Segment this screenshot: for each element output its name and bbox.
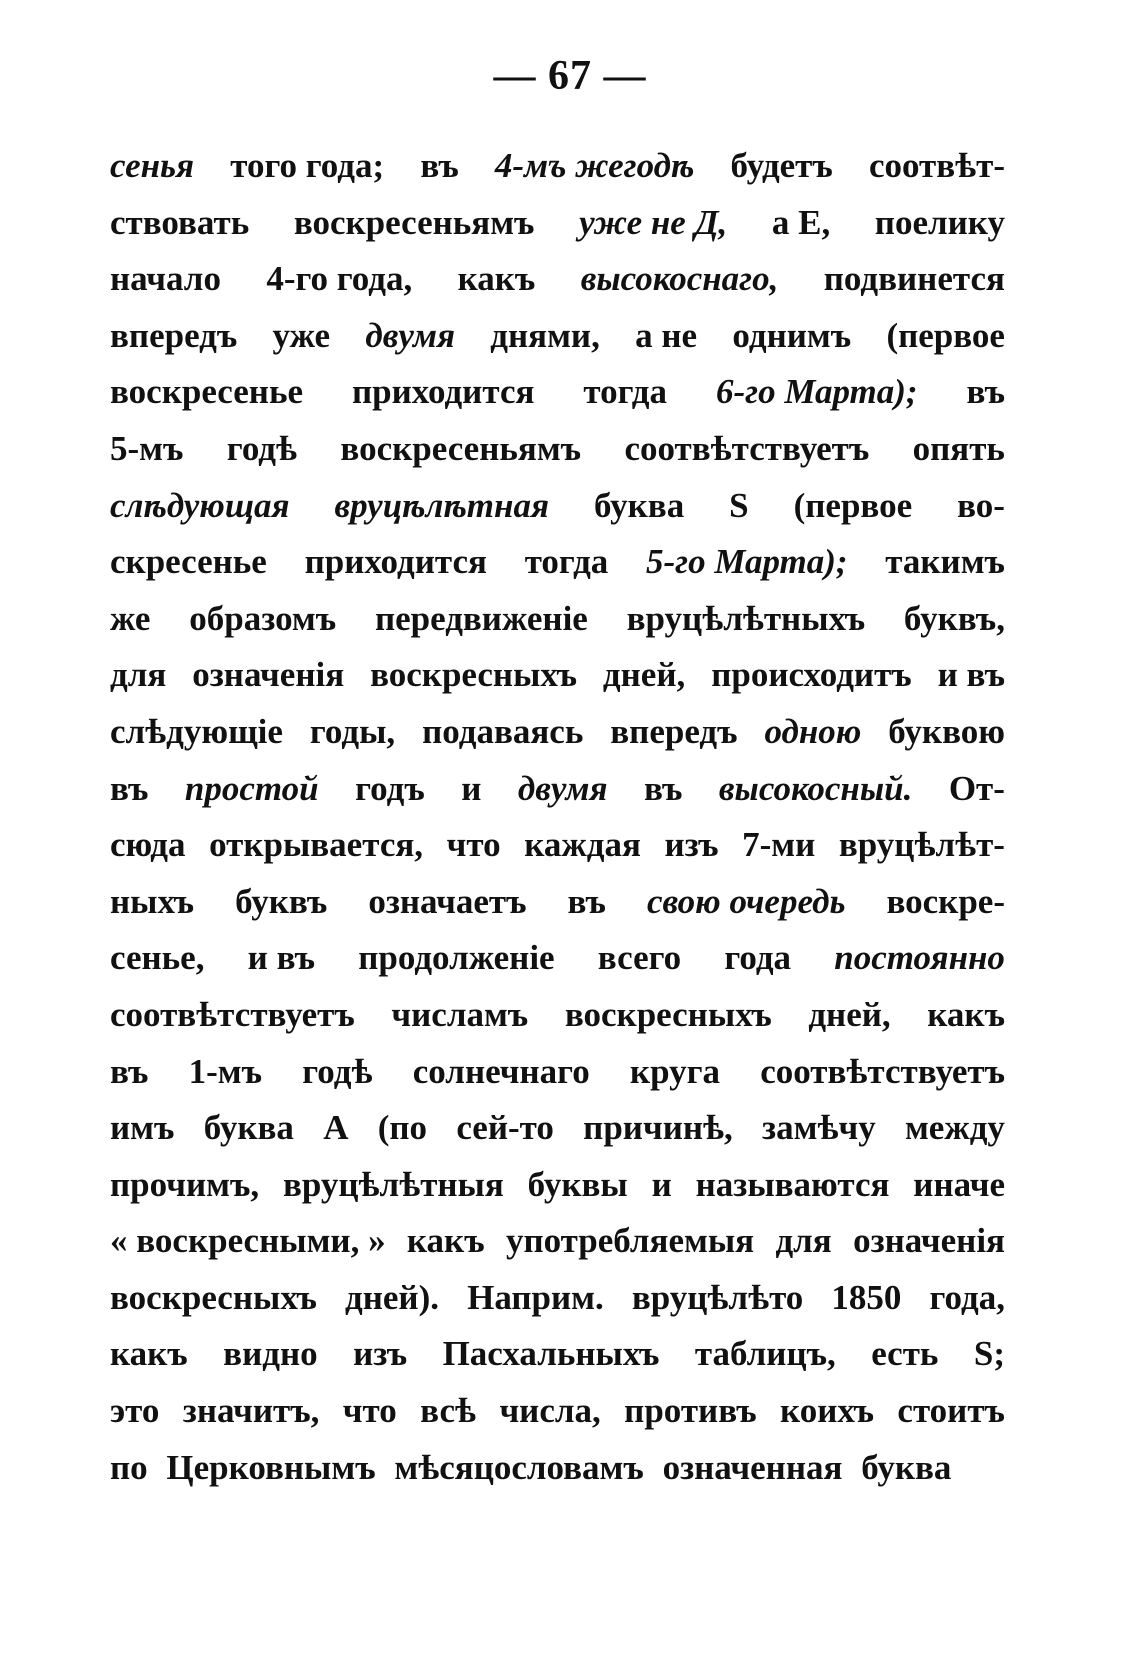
word: изъ [664,825,719,865]
word: сей-то [456,1108,554,1148]
word: въ [966,372,1005,412]
italic-word: сенья [110,146,195,185]
word: тогда [583,372,668,412]
word: года, [929,1277,1005,1317]
word: есть [871,1334,939,1374]
word: въ [567,881,606,921]
word: впередъ [610,711,738,751]
word: годъ [355,768,425,808]
italic-word: двумя [365,315,455,355]
word: иначе [913,1164,1005,1204]
word: между [904,1108,1005,1148]
word: для [110,655,167,695]
word: годы, [309,711,396,751]
word: въ [420,146,459,185]
word: буква [593,485,685,525]
word: От- [948,768,1005,808]
word: передвиженіе [374,598,588,638]
word: солнечнаго [412,1051,590,1091]
word: (первое [886,315,1005,355]
word: всего [597,938,682,978]
word: круга [629,1051,720,1091]
text-line [110,421,1005,478]
text-line [110,761,1005,818]
word: изъ [353,1334,408,1374]
word: называются [695,1164,890,1204]
text-line [110,1213,1005,1270]
word: соотвѣтствуетъ [760,1051,1005,1091]
text-line [110,930,1005,987]
word: Ѕ; [973,1334,1005,1374]
word: буквы [527,1164,628,1204]
word: ствовать [110,202,250,242]
word: подвинется [823,259,1005,299]
word: соотвѣтствуетъ [624,428,870,468]
word: имъ [110,1108,175,1148]
word: такимъ [885,542,1005,582]
text-line [110,478,1005,535]
word: приходится [304,542,487,582]
word: года [724,938,792,978]
word: впередъ [110,315,238,355]
word: Наприм. [467,1277,604,1317]
italic-word: двумя [517,768,608,808]
word: Ѕ [729,485,749,525]
word: (первое [793,485,913,525]
word: а Е, [771,202,831,242]
word: дней, [808,994,891,1034]
word: буква [203,1108,294,1148]
word: (по [377,1108,428,1148]
word: тогда [524,542,609,582]
italic-word: 4-мъ жегодѣ [494,146,695,185]
text-line [110,251,1005,308]
word: вруцѣлѣтныя [282,1164,504,1204]
word: воскресныхъ [370,655,577,695]
word: причинѣ, [583,1108,733,1148]
word: ныхъ [110,881,195,921]
text-line [110,308,1005,365]
word: и [461,768,482,808]
word: противъ [624,1391,757,1431]
word: воскре- [886,881,1005,921]
word: и въ [247,938,316,978]
word: это [110,1391,160,1431]
word: и въ [937,655,1005,695]
word: воскресныхъ [110,1277,317,1317]
text-line [110,1270,1005,1327]
text-line [110,874,1005,931]
text-line [110,817,1005,874]
word: 4-го года, [266,259,413,299]
text-line [110,1044,1005,1101]
word: 5-мъ [110,428,184,468]
word: Пасхальныхъ [442,1334,660,1374]
word: буквъ, [903,598,1005,638]
word: вруцѣлѣто [631,1277,804,1317]
word: годѣ [226,428,298,468]
text-line [110,138,1005,195]
word: соотвѣт- [868,146,1005,185]
word: а не [635,315,698,355]
text-line [110,1100,1005,1157]
word: же [110,598,151,638]
italic-word: высокоснаго, [580,259,779,299]
word: коихъ [780,1391,874,1431]
word: сенье, [110,938,205,978]
word: во- [957,485,1005,525]
word: опять [912,428,1005,468]
word: воскресенье [110,372,303,412]
word: прочимъ, [110,1164,260,1204]
word: однимъ [732,315,852,355]
word: употребляемыя [505,1221,755,1261]
text-line [110,987,1005,1044]
word: происходитъ [711,655,912,695]
word: приходится [352,372,535,412]
word: замѣчу [762,1108,876,1148]
word: числа, [499,1391,601,1431]
word: воскресеньямъ [293,202,535,242]
italic-word: одною [764,711,862,751]
italic-word: вруцѣлѣтная [334,485,549,525]
text-line [110,1157,1005,1214]
word: вруцѣлѣт- [838,825,1005,865]
text-line [110,534,1005,591]
word: сюда [110,825,186,865]
text-line [110,1326,1005,1383]
word: въ [643,768,683,808]
italic-word: постоянно [834,938,1005,978]
italic-word: 5-го Марта); [646,542,848,582]
word: какъ [927,994,1005,1034]
italic-word: простой [184,768,319,808]
word: означенія [853,1221,1005,1261]
word: что [446,825,501,865]
word: воскресныхъ [564,994,772,1034]
text-line [110,647,1005,704]
text-line [110,195,1005,252]
word: того года; [230,146,385,185]
italic-word: свою очередь [646,881,846,921]
word: означенія [192,655,345,695]
word: 7-ми [742,825,816,865]
italic-word: слѣдующая [110,485,290,525]
word: слѣдующіе [110,711,283,751]
text-line [110,1440,1005,1497]
word: и [651,1164,672,1204]
word: дней). [345,1277,439,1317]
word: каждая [524,825,641,865]
word: поелику [874,202,1005,242]
word: по [110,1447,148,1487]
word: будетъ [730,146,833,185]
word: вруцѣлѣтныхъ [626,598,866,638]
text-line [110,704,1005,761]
word: А [323,1108,349,1148]
text-line [110,364,1005,421]
word: значитъ, [182,1391,320,1431]
italic-word: высокосный. [718,768,913,808]
word: означенная [662,1447,843,1487]
italic-word: 6-го Марта); [716,372,918,412]
text-line [110,1383,1005,1440]
italic-word: уже не Д, [579,202,728,242]
word: скресенье [110,542,267,582]
word: уже [272,315,331,355]
word: стоитъ [897,1391,1005,1431]
word: « воскресными, » [110,1221,386,1261]
word: подаваясь [422,711,584,751]
word: 1850 [831,1277,902,1317]
word: Церковнымъ [166,1447,376,1487]
word: буквою [888,711,1005,751]
word: буква [861,1447,952,1487]
word: образомъ [189,598,337,638]
word: соотвѣтствуетъ [110,994,355,1034]
word: продолженіе [358,938,555,978]
word: таблицъ, [694,1334,836,1374]
word: открывается, [209,825,424,865]
word: годѣ [302,1051,373,1091]
word: числамъ [391,994,529,1034]
page-number: — 67 — [493,53,647,99]
word: днями, [490,315,600,355]
word: 1-мъ [188,1051,263,1091]
text-line [110,591,1005,648]
word: буквъ [235,881,328,921]
word: видно [223,1334,318,1374]
word: въ [110,1051,149,1091]
word: какъ [406,1221,485,1261]
word: какъ [457,259,536,299]
word: какъ [110,1334,188,1374]
word: всѣ [420,1391,477,1431]
word: мѣсяцословамъ [394,1447,644,1487]
word: что [342,1391,397,1431]
word: въ [110,768,149,808]
word: начало [110,259,221,299]
word: воскресеньямъ [340,428,582,468]
word: для [775,1221,832,1261]
body-text [110,138,1005,1496]
word: означаетъ [368,881,527,921]
word: дней, [602,655,686,695]
